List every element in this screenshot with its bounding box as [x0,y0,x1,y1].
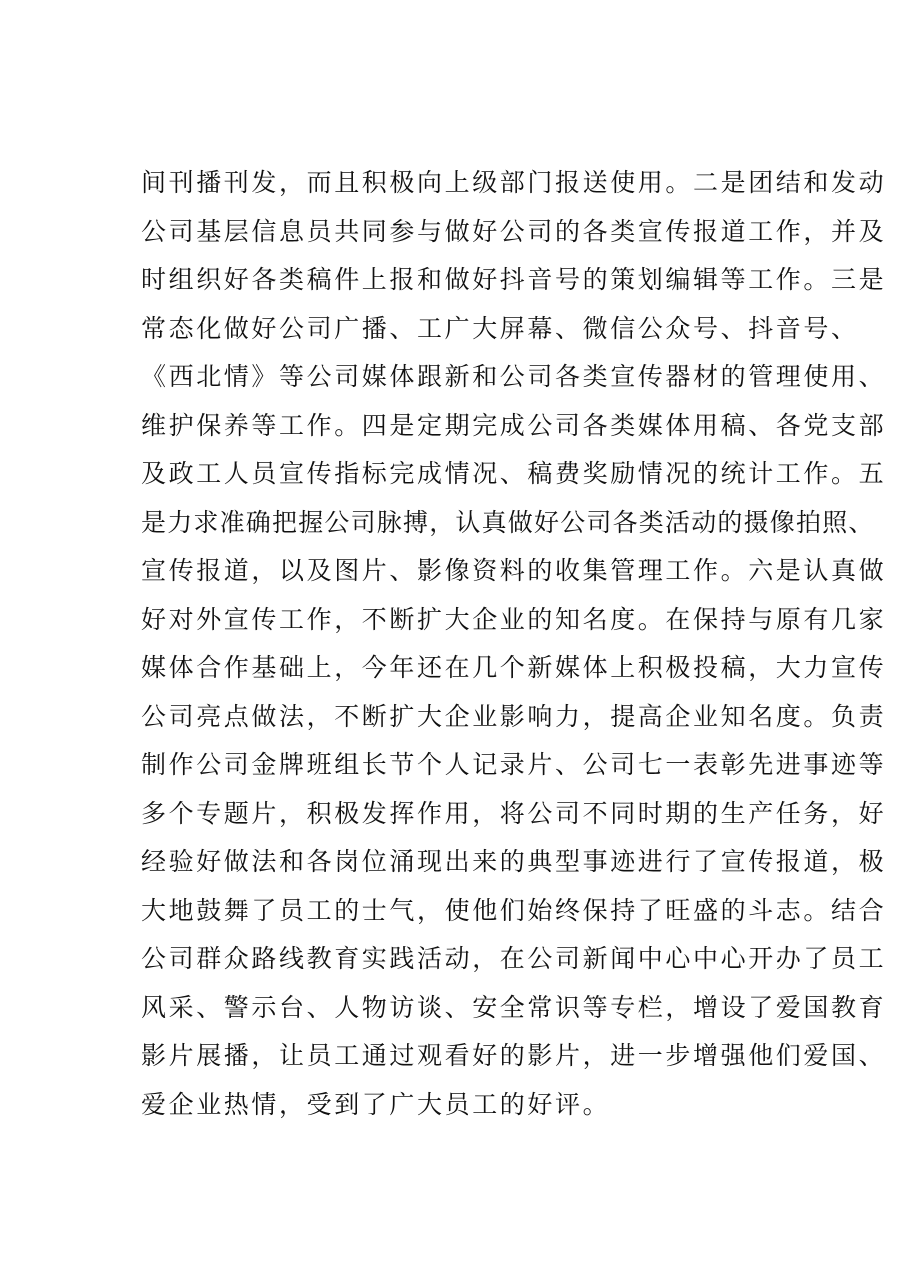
text-line: 经验好做法和各岗位涌现出来的典型事迹进行了宣传报道，极 [141,847,887,876]
text-line: 常态化做好公司广播、工广大屏幕、微信公众号、抖音号、 [141,313,859,343]
text-line: 《西北情》等公司媒体跟新和公司各类宣传器材的管理使用、 [141,362,887,391]
body-paragraph [141,159,887,1129]
text-line: 公司亮点做法，不断扩大企业影响力，提高企业知名度。负责 [141,701,887,731]
text-line: 爱企业热情，受到了广大员工的好评。 [141,1089,611,1119]
text-line: 影片展播，让员工通过观看好的影片，进一步增强他们爱国、 [141,1041,887,1070]
text-line: 维护保养等工作。四是定期完成公司各类媒体用稿、各党支部 [141,410,887,440]
text-line: 多个专题片，积极发挥作用，将公司不同时期的生产任务，好 [141,798,887,828]
text-line: 是力求准确把握公司脉搏，认真做好公司各类活动的摄像拍照、 [141,507,875,537]
text-line: 间刊播刊发，而且积极向上级部门报送使用。二是团结和发动 [141,168,887,197]
text-line: 大地鼓舞了员工的士气，使他们始终保持了旺盛的斗志。结合 [141,895,887,925]
text-line: 公司群众路线教育实践活动，在公司新闻中心中心开办了员工 [141,944,887,973]
text-line: 时组织好各类稿件上报和做好抖音号的策划编辑等工作。三是 [141,265,887,294]
text-line: 制作公司金牌班组长节个人记录片、公司七一表彰先进事迹等 [141,750,887,779]
text-line: 及政工人员宣传指标完成情况、稿费奖励情况的统计工作。五 [141,459,887,488]
text-line: 媒体合作基础上，今年还在几个新媒体上积极投稿，大力宣传 [141,653,887,682]
text-line: 风采、警示台、人物访谈、安全常识等专栏，增设了爱国教育 [141,992,887,1022]
text-line: 好对外宣传工作，不断扩大企业的知名度。在保持与原有几家 [141,604,887,634]
text-line: 公司基层信息员共同参与做好公司的各类宣传报道工作，并及 [141,216,887,246]
text-line: 宣传报道，以及图片、影像资料的收集管理工作。六是认真做 [141,556,887,585]
